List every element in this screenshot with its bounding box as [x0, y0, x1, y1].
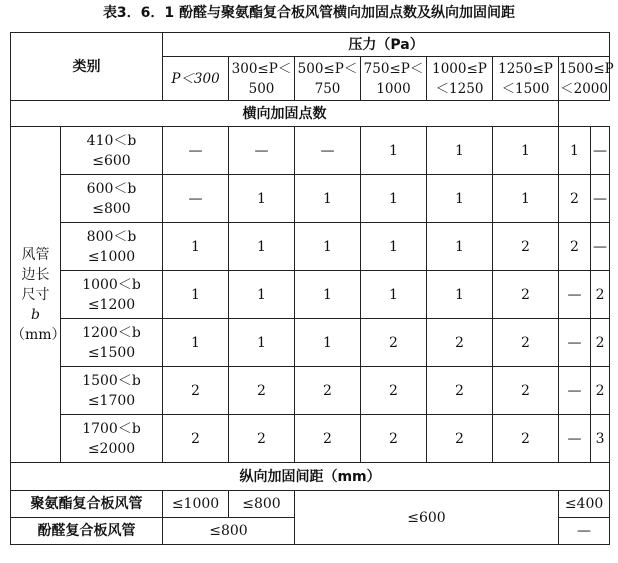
pressure-range-2: 300≤P＜500: [229, 57, 295, 101]
cell: 2: [493, 271, 559, 319]
cell: 2: [493, 319, 559, 367]
category-header: 类别: [11, 33, 163, 101]
cell: 2: [229, 367, 295, 415]
cell: 2: [361, 319, 427, 367]
cell: —: [591, 127, 610, 175]
cell: —: [229, 127, 295, 175]
cell: 2: [229, 415, 295, 463]
cell: 1: [427, 175, 493, 223]
cell: 1: [163, 319, 229, 367]
longitudinal-header: 纵向加固间距（mm）: [11, 463, 610, 491]
pressure-range-4: 750≤P＜1000: [361, 57, 427, 101]
cell: 1: [361, 175, 427, 223]
cell: —: [559, 415, 591, 463]
size-range: 600＜b ≤800: [61, 175, 163, 223]
table-row: [11, 319, 610, 367]
cell: 1: [559, 127, 591, 175]
size-label: 风管 边长 尺寸 b （mm）: [11, 127, 61, 463]
phenolic-duct-label: 酚醛复合板风管: [11, 518, 163, 545]
pressure-range-3: 500≤P＜750: [295, 57, 361, 101]
size-range: 1700＜b ≤2000: [61, 415, 163, 463]
cell: —: [591, 175, 610, 223]
cell: —: [295, 127, 361, 175]
cell: 2: [427, 415, 493, 463]
cell: 1: [361, 127, 427, 175]
cell: 2: [427, 367, 493, 415]
cell: 1: [229, 271, 295, 319]
cell: 2: [493, 415, 559, 463]
cell: 1: [493, 175, 559, 223]
transverse-header: 横向加固点数: [11, 101, 559, 127]
pressure-range-6: 1250≤P＜1500: [493, 57, 559, 101]
cell: 2: [295, 415, 361, 463]
size-range: 410＜b ≤600: [61, 127, 163, 175]
reinforcement-table: [10, 32, 614, 545]
cell: 2: [591, 367, 610, 415]
cell: 2: [361, 415, 427, 463]
pressure-range-1: P＜300: [163, 57, 229, 101]
size-range: 1200＜b ≤1500: [61, 319, 163, 367]
cell: ≤1000: [163, 491, 229, 518]
cell: 3: [591, 415, 610, 463]
cell: ≤600: [295, 491, 559, 545]
cell: 1: [361, 223, 427, 271]
cell: —: [559, 367, 591, 415]
cell: —: [559, 518, 610, 545]
cell: 1: [229, 223, 295, 271]
cell: 2: [591, 319, 610, 367]
table-row: [11, 415, 610, 463]
cell: —: [163, 127, 229, 175]
cell: 2: [591, 271, 610, 319]
pressure-header: 压力（Pa）: [163, 33, 610, 57]
cell: 1: [295, 271, 361, 319]
cell: 1: [163, 271, 229, 319]
table-row: [11, 223, 610, 271]
table-row: [11, 367, 610, 415]
cell: 1: [361, 271, 427, 319]
pressure-range-5: 1000≤P＜1250: [427, 57, 493, 101]
cell: 2: [559, 223, 591, 271]
cell: 1: [295, 319, 361, 367]
cell: 1: [229, 319, 295, 367]
cell: 1: [427, 223, 493, 271]
cell: ≤800: [229, 491, 295, 518]
cell: 1: [493, 127, 559, 175]
cell: 2: [493, 367, 559, 415]
cell: ≤400: [559, 491, 610, 518]
cell: 1: [427, 127, 493, 175]
cell: —: [163, 175, 229, 223]
cell: 2: [493, 223, 559, 271]
size-range: 800＜b ≤1000: [61, 223, 163, 271]
cell: ≤800: [163, 518, 295, 545]
pressure-range-7: 1500≤P＜2000: [559, 57, 610, 101]
size-range: 1000＜b ≤1200: [61, 271, 163, 319]
table-row: [11, 175, 610, 223]
cell: 1: [295, 175, 361, 223]
cell: 1: [163, 223, 229, 271]
size-range: 1500＜b ≤1700: [61, 367, 163, 415]
cell: 2: [559, 175, 591, 223]
table-row: [11, 271, 610, 319]
cell: 2: [295, 367, 361, 415]
table-row: [11, 127, 610, 175]
cell: 1: [295, 223, 361, 271]
cell: 2: [427, 319, 493, 367]
cell: 2: [361, 367, 427, 415]
cell: 1: [229, 175, 295, 223]
cell: 2: [163, 415, 229, 463]
cell: —: [559, 319, 591, 367]
cell: 2: [163, 367, 229, 415]
table-title: 表3．6．1 酚醛与聚氨酯复合板风管横向加固点数及纵向加固间距: [102, 5, 516, 21]
cell: —: [559, 271, 591, 319]
pu-duct-label: 聚氨酯复合板风管: [11, 491, 163, 518]
cell: —: [591, 223, 610, 271]
cell: 1: [427, 271, 493, 319]
